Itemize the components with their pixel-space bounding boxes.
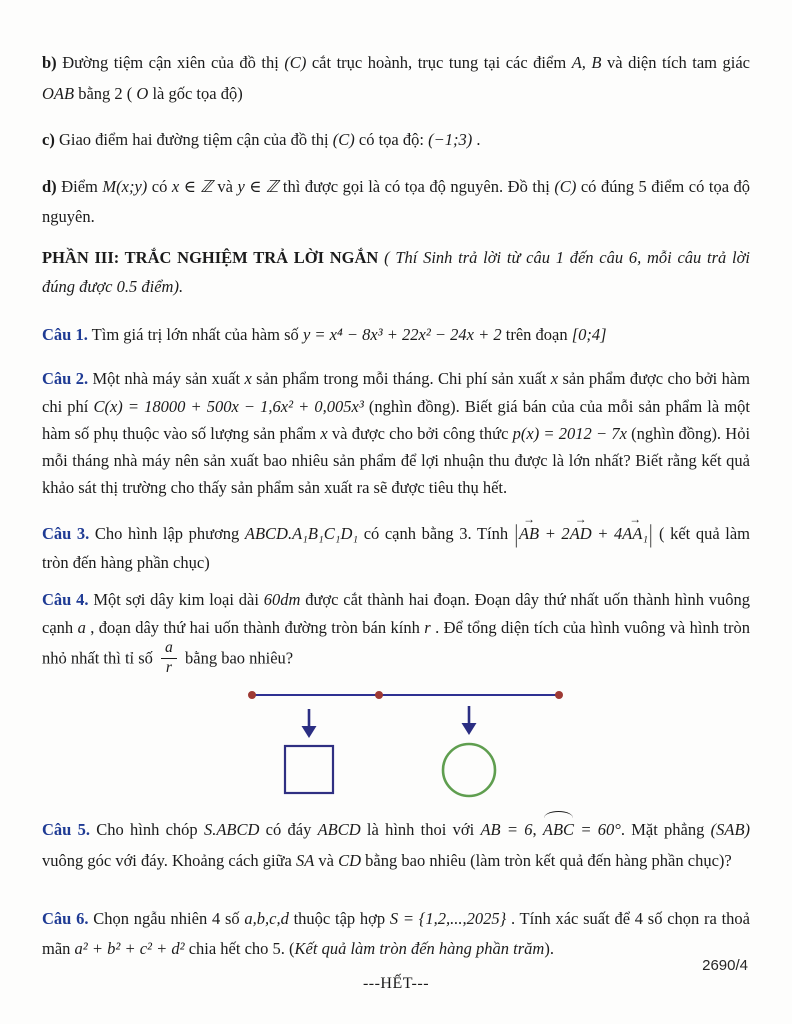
statement-b — [42, 48, 750, 109]
question-3 — [42, 515, 750, 578]
text-run: sản phẩm trong mỗi tháng. Chi phí sản xuất — [251, 369, 551, 389]
text-run: a² + b² + c² + d² — [74, 938, 185, 958]
text-run: SA — [295, 850, 315, 870]
text-run: có đáy — [259, 820, 318, 840]
text-run: c) — [42, 130, 59, 150]
text-run: có — [147, 176, 172, 196]
square-shape — [285, 746, 333, 793]
text-run: ABCD.A₁B₁C₁D₁ — [244, 523, 359, 543]
text-run: Câu 5. — [42, 820, 90, 840]
text-run: (C) — [332, 130, 355, 150]
cut-point-dot-right — [555, 691, 563, 699]
text-run: Câu 6. — [42, 909, 89, 929]
text-run: Câu 2. — [42, 369, 89, 389]
text-run: O — [136, 83, 149, 103]
down-arrow-left-head — [302, 726, 317, 738]
text-run: → AD — [570, 519, 592, 549]
text-run: | — [649, 518, 653, 548]
down-arrow-right-head — [462, 723, 477, 735]
cut-point-dot-middle — [375, 691, 383, 699]
text-run: S = {1,2,...,2025} — [389, 909, 507, 929]
question-2 — [42, 365, 750, 500]
text-run: ABCD — [317, 820, 361, 840]
text-run: là gốc tọa độ) — [148, 83, 243, 103]
text-run: ( Thí Sinh trả lời từ câu 1 đến câu 6, mỗi câu trả lời đúng được 0.5 điểm). — [42, 247, 750, 297]
question-1 — [42, 320, 750, 351]
text-run: (C) — [284, 53, 307, 72]
text-run: , đoạn dây thứ hai uốn thành đường tròn bán kính — [85, 618, 425, 638]
text-run: Câu 4. — [42, 590, 89, 610]
text-run: có tọa độ: — [354, 130, 429, 150]
text-run: sản phẩm được cho bởi hàm chi phí — [42, 369, 751, 416]
text-run: (nghìn đồng). Biết giá bán của của mỗi sản phẩm là một hàm số phụ thuộc vào số lượng sản phẩm — [42, 396, 750, 443]
text-run: d) — [42, 176, 62, 196]
text-run: S.ABCD — [203, 820, 260, 840]
text-run: ( kết quả làm tròn đến hàng phần chục) — [42, 523, 750, 573]
text-run: Kết quả làm tròn đến hàng phần trăm — [294, 938, 545, 958]
text-run: [0;4] — [571, 324, 607, 344]
text-run: Chọn ngẫu nhiên 4 số — [88, 909, 245, 929]
text-run: PHẦN III: TRẮC NGHIỆM TRẢ LỜI NGẮN — [42, 247, 379, 267]
text-run: y ∈ ℤ — [237, 176, 279, 196]
text-run: và — [314, 850, 339, 870]
text-run: thuộc tập hợp — [288, 909, 390, 929]
text-run: → AB — [519, 519, 539, 549]
text-run: . Tính xác suất để 4 số chọn ra thoả mãn — [42, 909, 750, 958]
text-run: Cho hình lập phương — [89, 523, 245, 543]
text-run: thì được gọi là có tọa độ nguyên. Đồ thị — [278, 176, 555, 196]
question-5 — [42, 815, 750, 876]
text-run: ABC — [543, 815, 574, 846]
text-run: + 2 — [539, 523, 570, 543]
text-run: Tìm giá trị lớn nhất của hàm số — [87, 324, 303, 344]
text-run: a,b,c,d — [244, 909, 289, 929]
text-run: Đường tiệm cận xiên của đồ thị — [62, 53, 285, 72]
text-run: . Mặt phẳng — [620, 820, 711, 840]
cut-point-dot-left — [248, 691, 256, 699]
statement-c — [42, 125, 750, 156]
text-run: Giao điểm hai đường tiệm cận của đồ thị — [58, 130, 333, 150]
text-run: và — [212, 176, 238, 196]
text-run: A, B — [571, 53, 602, 72]
text-run: (nghìn đồng). Hỏi mỗi tháng nhà máy nên sản xuất bao nhiêu sản phẩm để lợi nhuận thu được là lớn nhất? Biết rằng kết quả khảo sát thị trường cho thấy sản phẩm sản xuất ra sẽ được tiêu thụ hết. — [42, 423, 751, 497]
text-run: → AA₁ — [622, 519, 648, 549]
text-run: r — [424, 618, 431, 638]
text-run: có đúng 5 điểm có tọa độ nguyên. — [42, 176, 751, 227]
text-run: = 60° — [574, 820, 621, 840]
text-run: Câu 1. — [42, 324, 88, 344]
end-mark: ---HẾT--- — [362, 975, 430, 993]
text-run: x — [320, 423, 328, 443]
text-run: và diện tích tam giác — [601, 53, 751, 72]
wire-cut-diagram — [202, 682, 750, 813]
text-run: bằng 2 ( — [74, 83, 137, 103]
text-run: (C) — [554, 176, 577, 196]
text-run: bằng bao nhiêu (làm tròn kết quả đến hàng phần chục)? — [361, 850, 732, 870]
text-run: (−1;3) — [428, 130, 473, 150]
fraction — [161, 640, 177, 676]
text-run: a — [77, 618, 86, 638]
question-6 — [42, 904, 750, 963]
text-run: Câu 3. — [42, 523, 90, 543]
text-run: có cạnh bằng 3. Tính — [358, 523, 514, 543]
fraction-numerator: a — [161, 640, 177, 658]
text-run: Cho hình chóp — [89, 820, 204, 840]
text-run: p(x) = 2012 − 7x — [512, 423, 627, 443]
fraction-denominator: r — [165, 658, 172, 676]
text-run: y = x⁴ − 8x³ + 22x² − 24x + 2 — [302, 324, 502, 344]
wire-cut-diagram-svg — [202, 682, 622, 808]
text-run: M(x;y) — [102, 176, 148, 196]
text-run: x — [244, 369, 252, 389]
text-run: b) — [42, 53, 63, 72]
text-run: x — [550, 369, 559, 389]
text-run: là hình thoi với — [360, 820, 481, 840]
text-run: OAB — [42, 83, 75, 103]
page-number: 2690/4 — [702, 957, 748, 974]
text-run: trên đoạn — [501, 324, 572, 344]
text-run: ). — [544, 938, 554, 958]
text-run: . — [472, 130, 481, 150]
text-run: AB = 6 — [480, 820, 533, 840]
text-run: 60dm — [263, 590, 301, 610]
text-run: cắt trục hoành, trục tung tại các điểm — [306, 53, 572, 72]
text-run: x ∈ ℤ — [171, 176, 213, 196]
text-run: vuông góc với đáy. Khoảng cách giữa — [42, 850, 296, 870]
circle-shape — [443, 744, 495, 796]
text-run: CD — [338, 850, 362, 870]
statement-d — [42, 172, 750, 233]
text-run: C(x) = 18000 + 500x − 1,6x² + 0,005x³ — [93, 396, 364, 416]
text-run: được cắt thành hai đoạn. Đoạn dây thứ nhất uốn thành hình vuông cạnh — [42, 590, 750, 638]
section-header — [42, 243, 750, 302]
text-run: Một nhà máy sản xuất — [88, 369, 245, 389]
text-run: , — [532, 820, 543, 840]
text-run: Một sợi dây kim loại dài — [88, 590, 264, 610]
text-run: | — [514, 518, 518, 548]
text-run: bằng bao nhiêu? — [180, 648, 294, 668]
text-run: và được cho bởi công thức — [327, 423, 513, 443]
question-4 — [42, 586, 750, 678]
text-run: chia hết cho 5. ( — [184, 938, 295, 958]
text-run: . Để tổng diện tích của hình vuông và hình tròn nhỏ nhất thì tỉ số — [42, 618, 750, 668]
text-run: Điểm — [61, 176, 103, 196]
text-run: (SAB) — [710, 820, 751, 840]
text-run: + 4 — [591, 523, 623, 543]
